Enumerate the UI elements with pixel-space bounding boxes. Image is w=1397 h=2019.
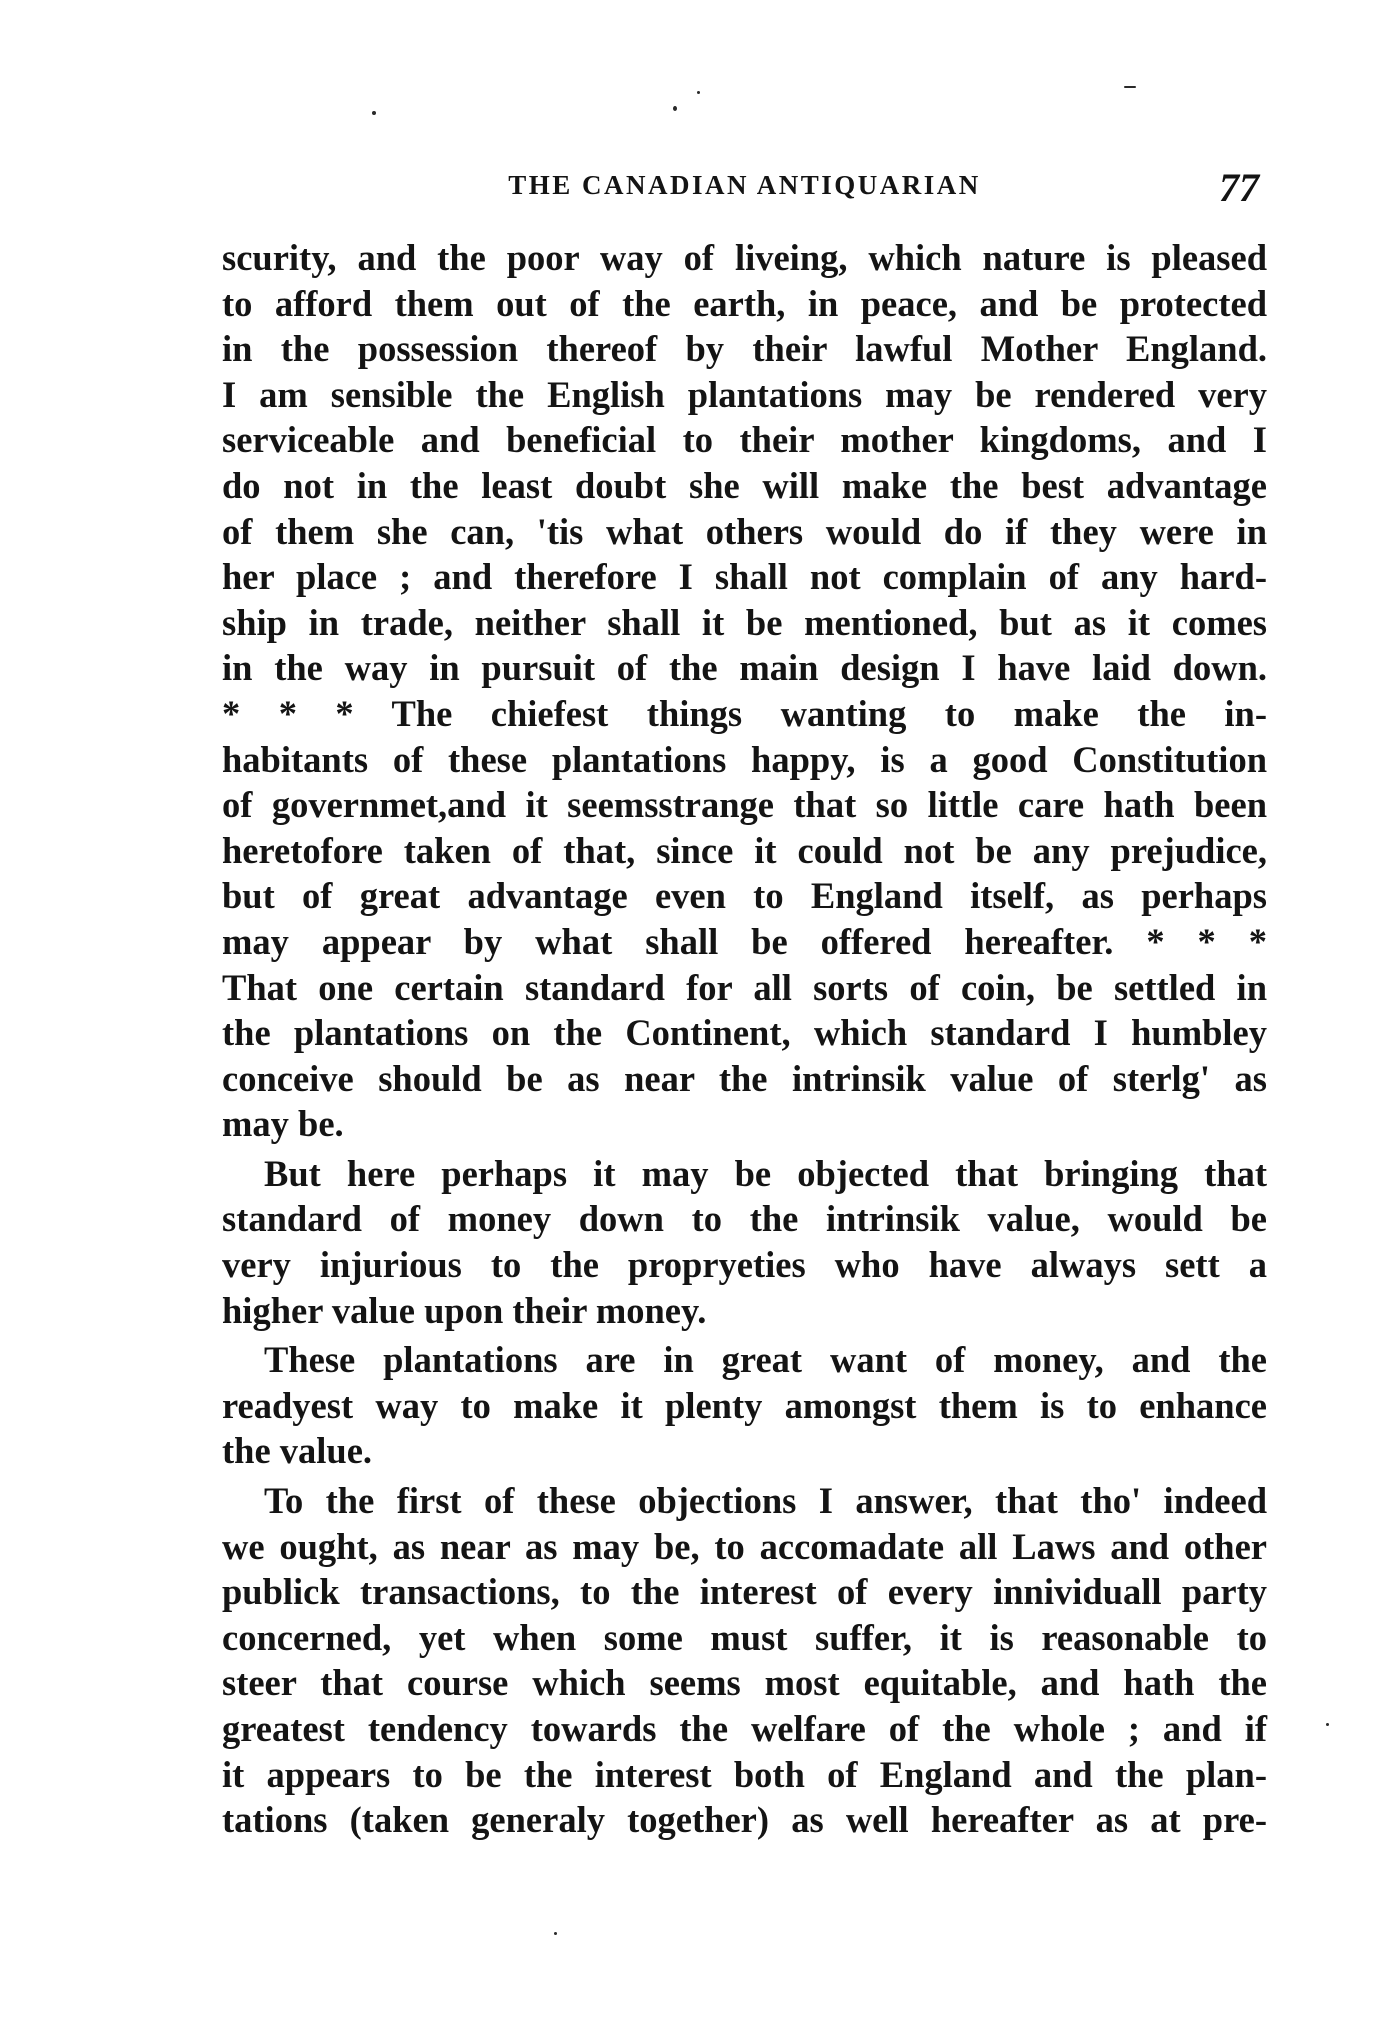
text-line: standard of money down to the intrinsik value, would be: [222, 1198, 1267, 1240]
text-line: her place ; and therefore I shall not complain of any hard-: [222, 556, 1267, 598]
running-head: [222, 164, 1267, 214]
text-line: I am sensible the English plantations may be rendered very: [222, 373, 1267, 415]
text-line: very injurious to the propryeties who have always sett a: [222, 1244, 1267, 1286]
running-title: THE CANADIAN ANTIQUARIAN: [508, 170, 981, 200]
text-line: of them she can, 'tis what others would do if they were in: [222, 510, 1267, 552]
text-line: To the first of these objections I answer, that tho' indeed: [264, 1480, 1267, 1522]
body-text: [222, 235, 1267, 1843]
text-line: of governmet,and it seemsstrange that so little care hath been: [222, 784, 1267, 826]
page-number: 77: [1219, 165, 1259, 210]
text-line: readyest way to make it plenty amongst them is to enhance: [222, 1384, 1267, 1426]
paragraph: [222, 1337, 1267, 1474]
text-line: the value.: [222, 1430, 373, 1472]
text-line: heretofore taken of that, since it could not be any prejudice,: [222, 829, 1267, 871]
paragraph: [222, 1478, 1267, 1843]
text-line: scurity, and the poor way of liveing, which nature is pleased: [222, 237, 1267, 278]
text-line: in the possession thereof by their lawful Mother England.: [222, 328, 1267, 370]
text-line: ship in trade, neither shall it be mentioned, but as it comes: [222, 601, 1267, 643]
text-line: may appear by what shall be offered hereafter. * * *: [222, 920, 1267, 962]
text-line: may be.: [222, 1103, 344, 1145]
text-line: * * * The chiefest things wanting to make the in-: [222, 692, 1267, 734]
text-line: concerned, yet when some must suffer, it is reasonable to: [222, 1616, 1267, 1658]
text-line: publick transactions, to the interest of every innividuall party: [222, 1571, 1267, 1613]
text-line: to afford them out of the earth, in peace, and be protected: [222, 282, 1267, 324]
text-line: serviceable and beneficial to their mother kingdoms, and I: [222, 419, 1267, 461]
paragraph: [222, 235, 1267, 1147]
text-line: we ought, as near as may be, to accomadate all Laws and other: [222, 1525, 1267, 1567]
text-line: conceive should be as near the intrinsik value of sterlg' as: [222, 1057, 1267, 1099]
text-line: greatest tendency towards the welfare of the whole ; and if: [222, 1708, 1267, 1749]
scan-speck: [1124, 86, 1136, 88]
paragraph: [222, 1151, 1267, 1333]
text-line: These plantations are in great want of money, and the: [264, 1339, 1267, 1381]
scan-speck: [1326, 1723, 1329, 1726]
text-line: steer that course which seems most equitable, and hath the: [222, 1662, 1267, 1704]
text-line: tations (taken generaly together) as well hereafter as at pre-: [222, 1799, 1267, 1841]
scan-speck: [554, 1932, 557, 1935]
text-line: do not in the least doubt she will make the best advantage: [222, 464, 1267, 506]
text-line: But here perhaps it may be objected that bringing that: [264, 1152, 1267, 1194]
scan-speck: [697, 91, 700, 94]
text-line: but of great advantage even to England itself, as perhaps: [222, 875, 1267, 917]
text-line: habitants of these plantations happy, is a good Constitution: [222, 738, 1267, 780]
scan-speck: [372, 111, 376, 115]
text-line: in the way in pursuit of the main design I have laid down.: [222, 647, 1267, 689]
text-line: the plantations on the Continent, which standard I humbley: [222, 1012, 1267, 1054]
text-line: That one certain standard for all sorts of coin, be settled in: [222, 966, 1267, 1008]
text-line: higher value upon their money.: [222, 1289, 707, 1331]
text-line: it appears to be the interest both of England and the plan-: [222, 1753, 1267, 1795]
scan-speck: [673, 106, 677, 111]
